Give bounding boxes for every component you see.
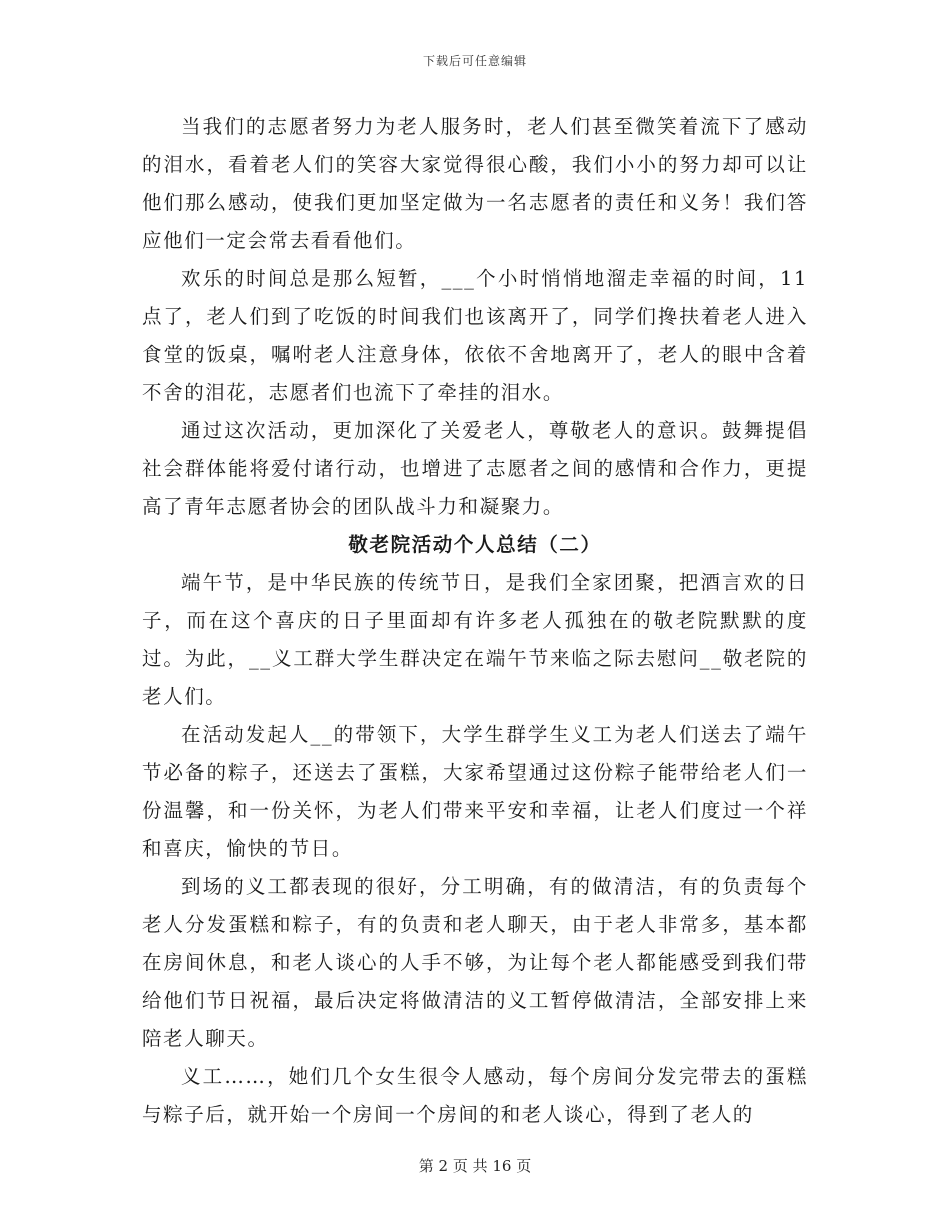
paragraph: 欢乐的时间总是那么短暂，___个小时悄悄地溜走幸福的时间，11点了，老人们到了吃饭的时间我们也该离开了，同学们搀扶着老人进入食堂的饭桌，嘱咐老人注意身体，依依不舍地离开了，老人的眼中含着不舍的泪花，志愿者们也流下了牵挂的泪水。 (142, 267, 808, 404)
paragraph: 通过这次活动，更加深化了关爱老人，尊敬老人的意识。鼓舞提倡社会群体能将爱付诸行动，也增进了志愿者之间的感情和合作力，更提高了青年志愿者协会的团队战斗力和凝聚力。 (142, 419, 808, 518)
document-body (142, 108, 808, 1134)
paragraph: 端午节，是中华民族的传统节日，是我们全家团聚，把酒言欢的日子，而在这个喜庆的日子里面却有许多老人孤独在的敬老院默默的度过。为此，__义工群大学生群决定在端午节来临之际去慰问__敬老院的老人们。 (142, 571, 808, 708)
paragraph: 当我们的志愿者努力为老人服务时，老人们甚至微笑着流下了感动的泪水，看着老人们的笑容大家觉得很心酸，我们小小的努力却可以让他们那么感动，使我们更加坚定做为一名志愿者的责任和义务！我们答应他们一定会常去看看他们。 (142, 115, 808, 252)
paragraph: 到场的义工都表现的很好，分工明确，有的做清洁，有的负责每个老人分发蛋糕和粽子，有的负责和老人聊天，由于老人非常多，基本都在房间休息，和老人谈心的人手不够，为让每个老人都能感受到我们带给他们节日祝福，最后决定将做清洁的义工暂停做清洁，全部安排上来陪老人聊天。 (142, 875, 808, 1050)
paragraph: 义工……，她们几个女生很令人感动，每个房间分发完带去的蛋糕与粽子后，就开始一个房间一个房间的和老人谈心，得到了老人的 (142, 1065, 808, 1126)
page-number: 第 2 页 共 16 页 (418, 1157, 532, 1175)
paragraph: 在活动发起人__的带领下，大学生群学生义工为老人们送去了端午节必备的粽子，还送去了蛋糕，大家希望通过这份粽子能带给老人们一份温馨，和一份关怀，为老人们带来平安和幸福，让老人们度过一个祥和喜庆，愉快的节日。 (142, 723, 808, 860)
header-note: 下载后可任意编辑 (422, 54, 527, 68)
section-title: 敬老院活动个人总结（二） (348, 533, 602, 556)
